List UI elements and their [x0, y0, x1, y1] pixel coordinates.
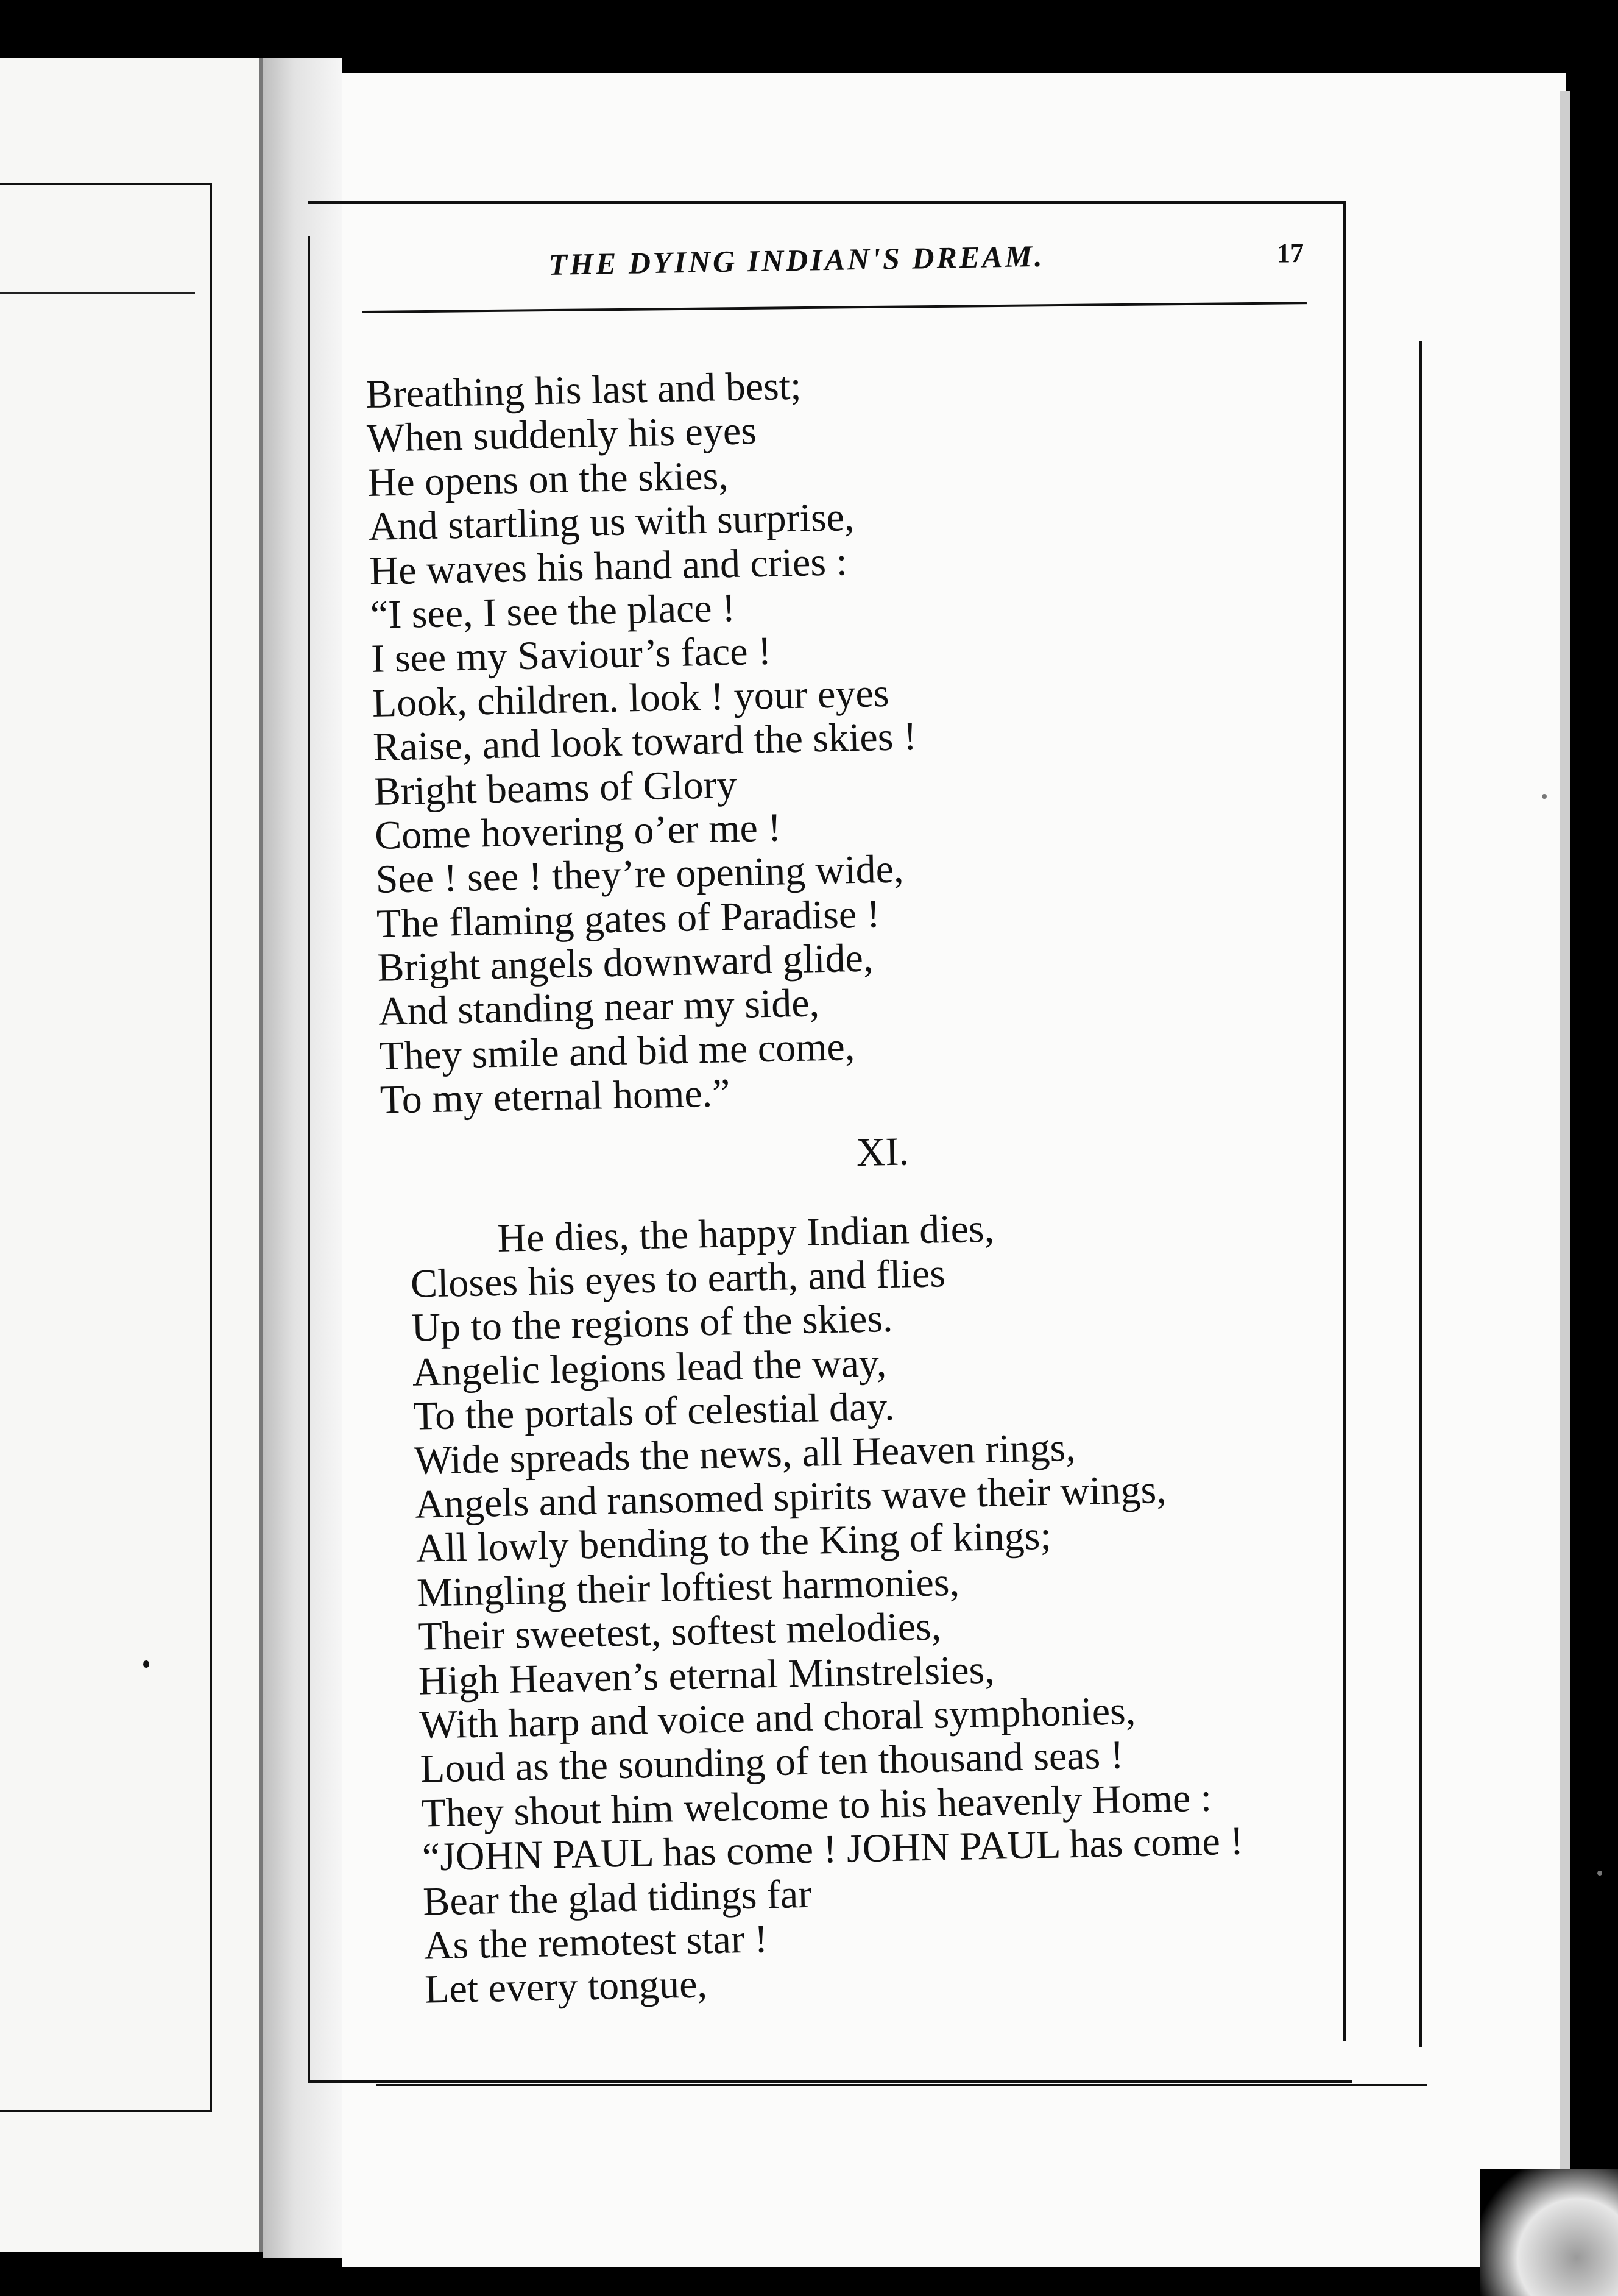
poem-line: When suddenly his eyes — [366, 408, 757, 461]
page-number: 17 — [1277, 238, 1304, 268]
poem-line: He waves his hand and cries : — [369, 539, 848, 593]
left-facing-page — [0, 58, 263, 2252]
running-header: THE DYING INDIAN'S DREAM. — [548, 238, 1045, 282]
left-page-rule — [0, 292, 195, 294]
poem-line: To the portals of celestial day. — [412, 1384, 896, 1439]
section-heading: XI. — [856, 1129, 910, 1175]
poem-line: Loud as the sounding of ten thousand seas ! — [420, 1732, 1125, 1791]
poem-line: He dies, the happy Indian dies, — [496, 1206, 995, 1261]
poem-line: Come hovering o’er me ! — [374, 805, 782, 858]
poem-line: Look, children. look ! your eyes — [372, 670, 890, 726]
poem-line: Mingling their loftiest harmonies, — [416, 1559, 960, 1615]
poem-line: The flaming gates of Paradise ! — [376, 891, 881, 946]
stanza-2 — [383, 1199, 1385, 2013]
poem-line: With harp and voice and choral symphonies, — [419, 1688, 1136, 1748]
poem-line: Closes his eyes to earth, and flies — [410, 1251, 946, 1306]
poem-line: Raise, and look toward the skies ! — [372, 714, 917, 770]
poem-line: Bear the glad tidings far — [422, 1871, 812, 1924]
poem-line: Bright angels downward glide, — [376, 935, 874, 990]
stanza-1 — [366, 353, 1367, 1122]
poem-line: Bright beams of Glory — [373, 762, 738, 814]
poem-line: I see my Saviour’s face ! — [370, 629, 772, 682]
poem-line: “I see, I see the place ! — [370, 585, 736, 637]
poem-line: Angels and ransomed spirits wave their wings, — [414, 1467, 1167, 1527]
poem-line: And startling us with surprise, — [368, 495, 855, 550]
poem-line: And standing near my side, — [378, 980, 820, 1035]
poem-line: Their sweetest, softest melodies, — [417, 1604, 942, 1659]
page-corner-damage — [1480, 2169, 1618, 2296]
poem-line: Wide spreads the news, all Heaven rings, — [414, 1425, 1076, 1483]
poem-line: All lowly bending to the King of kings; — [415, 1514, 1052, 1571]
left-page-dot — [143, 1660, 149, 1668]
poem-line: He opens on the skies, — [367, 453, 729, 505]
poem-line: Angelic legions lead the way, — [412, 1340, 887, 1395]
frame-top-border — [308, 201, 1346, 204]
poem-line: They shout him welcome to his heavenly Home : — [420, 1775, 1212, 1836]
poem-text — [366, 353, 1385, 2013]
poem-line: See ! see ! they’re opening wide, — [375, 846, 905, 902]
poem-line: “JOHN PAUL has come ! JOHN PAUL has come ! — [422, 1818, 1244, 1880]
poem-line: They smile and bid me come, — [378, 1024, 855, 1079]
poem-line: Up to the regions of the skies. — [411, 1296, 894, 1351]
page-speck — [1542, 794, 1547, 799]
frame-bottom-border — [376, 2084, 1427, 2086]
left-page-border — [0, 183, 212, 2112]
poem-line: To my eternal home.” — [380, 1071, 731, 1123]
page-speck — [1597, 1871, 1602, 1876]
frame-inner-right-border — [1419, 341, 1422, 2047]
poem-line: Breathing his last and best; — [365, 363, 802, 417]
poem-line: Let every tongue, — [424, 1961, 708, 2012]
poem-line: High Heaven’s eternal Minstrelsies, — [418, 1647, 995, 1704]
right-page-edge — [1560, 91, 1570, 2236]
poem-line: As the remotest star ! — [423, 1916, 768, 1968]
